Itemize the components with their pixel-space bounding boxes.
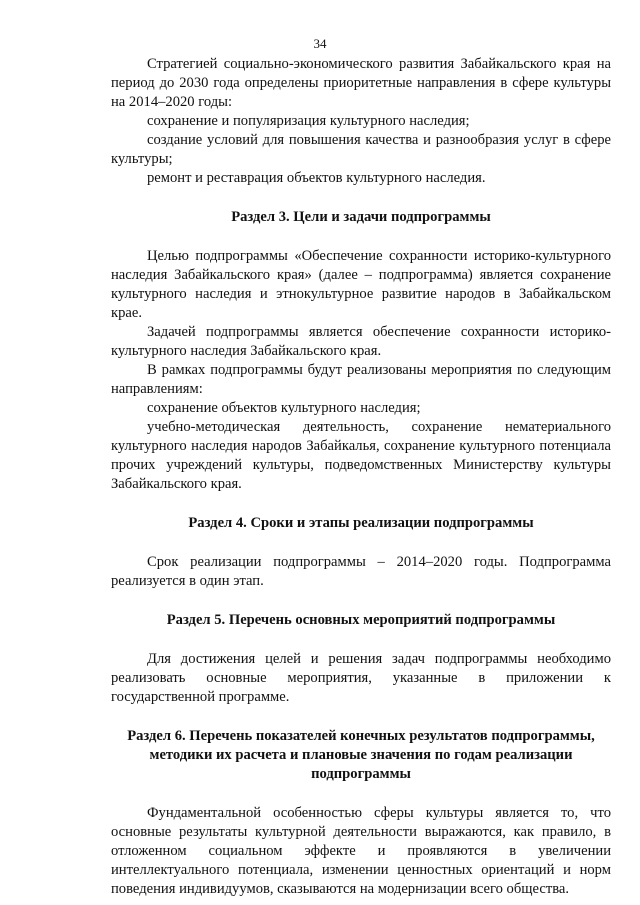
paragraph-measures: Для достижения целей и решения задач подпрограммы необходимо реализовать основные мероприятия, указанные в приложении к государственной программе. (111, 651, 611, 705)
paragraph-fundamental: Фундаментальной особенностью сферы культуры является то, что основные результаты культурной деятельности выражаются, как правило, в отложенном социальном эффекте и проявляются в увеличении интеллектуального потенциала, изменении ценностных ориентаций и норм поведения индивидуумов, сказываются на модернизации всего общества. (111, 805, 611, 897)
section-6-title: Раздел 6. Перечень показателей конечных результатов подпрограммы, методики их расчета и плановые значения по годам реализации подпрограммы (127, 728, 595, 782)
list-item-objects: сохранение объектов культурного наследия; (147, 400, 421, 416)
list-item-services: создание условий для повышения качества и разнообразия услуг в сфере культуры; (111, 132, 611, 167)
list-item-methodical: учебно-методическая деятельность, сохранение нематериального культурного наследия народов Забайкалья, сохранение культурного потенциала прочих учреждений культуры, подведомственных Министерству культуры Забайкальского края. (111, 419, 611, 492)
list-item-restoration: ремонт и реставрация объектов культурного наследия. (147, 170, 486, 186)
paragraph-goal: Целью подпрограммы «Обеспечение сохранности историко-культурного наследия Забайкальского края» (далее – подпрограмма) является сохранение культурного наследия и этнокультурное развитие народов в Забайкальском крае. (111, 248, 611, 321)
paragraph-task: Задачей подпрограммы является обеспечение сохранности историко-культурного наследия Забайкальского края. (111, 324, 611, 359)
section-4-title: Раздел 4. Сроки и этапы реализации подпрограммы (188, 515, 534, 531)
paragraph-strategy: Стратегией социально-экономического развития Забайкальского края на период до 2030 года определены приоритетные направления в сфере культуры на 2014–2020 годы: (111, 56, 611, 110)
list-item-heritage: сохранение и популяризация культурного наследия; (147, 113, 470, 129)
section-5-title: Раздел 5. Перечень основных мероприятий подпрограммы (166, 612, 556, 628)
page-number: 34 (313, 36, 327, 51)
paragraph-directions: В рамках подпрограммы будут реализованы мероприятия по следующим направлениям: (111, 362, 611, 397)
paragraph-term: Срок реализации подпрограммы – 2014–2020 годы. Подпрограмма реализуется в один этап. (111, 554, 611, 589)
section-3-title: Раздел 3. Цели и задачи подпрограммы (231, 209, 491, 225)
page-body (111, 55, 611, 899)
